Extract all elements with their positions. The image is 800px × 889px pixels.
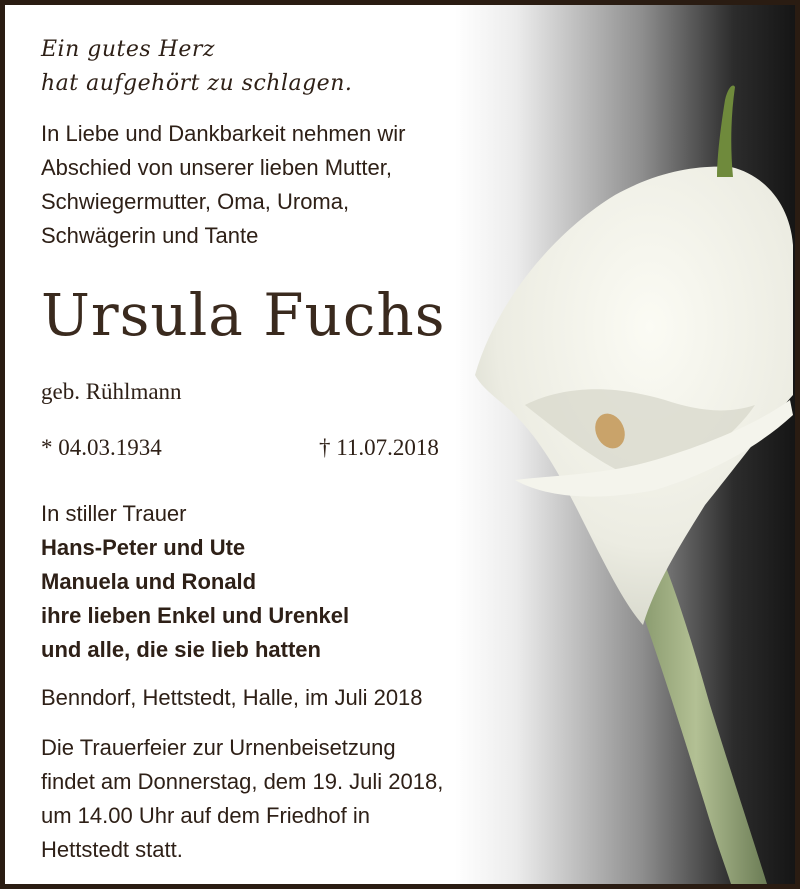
intro-line-2: Abschied von unserer lieben Mutter, bbox=[41, 155, 392, 180]
birth-name: geb. Rühlmann bbox=[41, 379, 182, 404]
obituary-text bbox=[5, 5, 800, 884]
place-date: Benndorf, Hettstedt, Halle, im Juli 2018 bbox=[41, 685, 423, 710]
motto-line-1: Ein gutes Herz bbox=[41, 37, 215, 62]
intro-line-3: Schwiegermutter, Oma, Uroma, bbox=[41, 189, 350, 214]
ceremony-line-2: findet am Donnerstag, dem 19. Juli 2018, bbox=[41, 769, 444, 794]
deceased-name: Ursula Fuchs bbox=[41, 281, 446, 349]
mourners-heading: In stiller Trauer bbox=[41, 501, 187, 526]
ceremony-line-1: Die Trauerfeier zur Urnenbeisetzung bbox=[41, 735, 396, 760]
ceremony-line-3: um 14.00 Uhr auf dem Friedhof in bbox=[41, 803, 370, 828]
mourner-name: und alle, die sie lieb hatten bbox=[41, 637, 321, 662]
mourner-name: Hans-Peter und Ute bbox=[41, 535, 246, 560]
motto-line-2: hat aufgehört zu schlagen. bbox=[41, 71, 353, 96]
birth-date: * 04.03.1934 bbox=[41, 435, 162, 460]
intro-line-4: Schwägerin und Tante bbox=[41, 223, 259, 248]
ceremony-line-4: Hettstedt statt. bbox=[41, 837, 183, 862]
death-date: † 11.07.2018 bbox=[319, 435, 439, 460]
intro-line-1: In Liebe und Dankbarkeit nehmen wir bbox=[41, 121, 406, 146]
mourner-name: Manuela und Ronald bbox=[41, 569, 257, 594]
mourner-name: ihre lieben Enkel und Urenkel bbox=[41, 603, 350, 628]
